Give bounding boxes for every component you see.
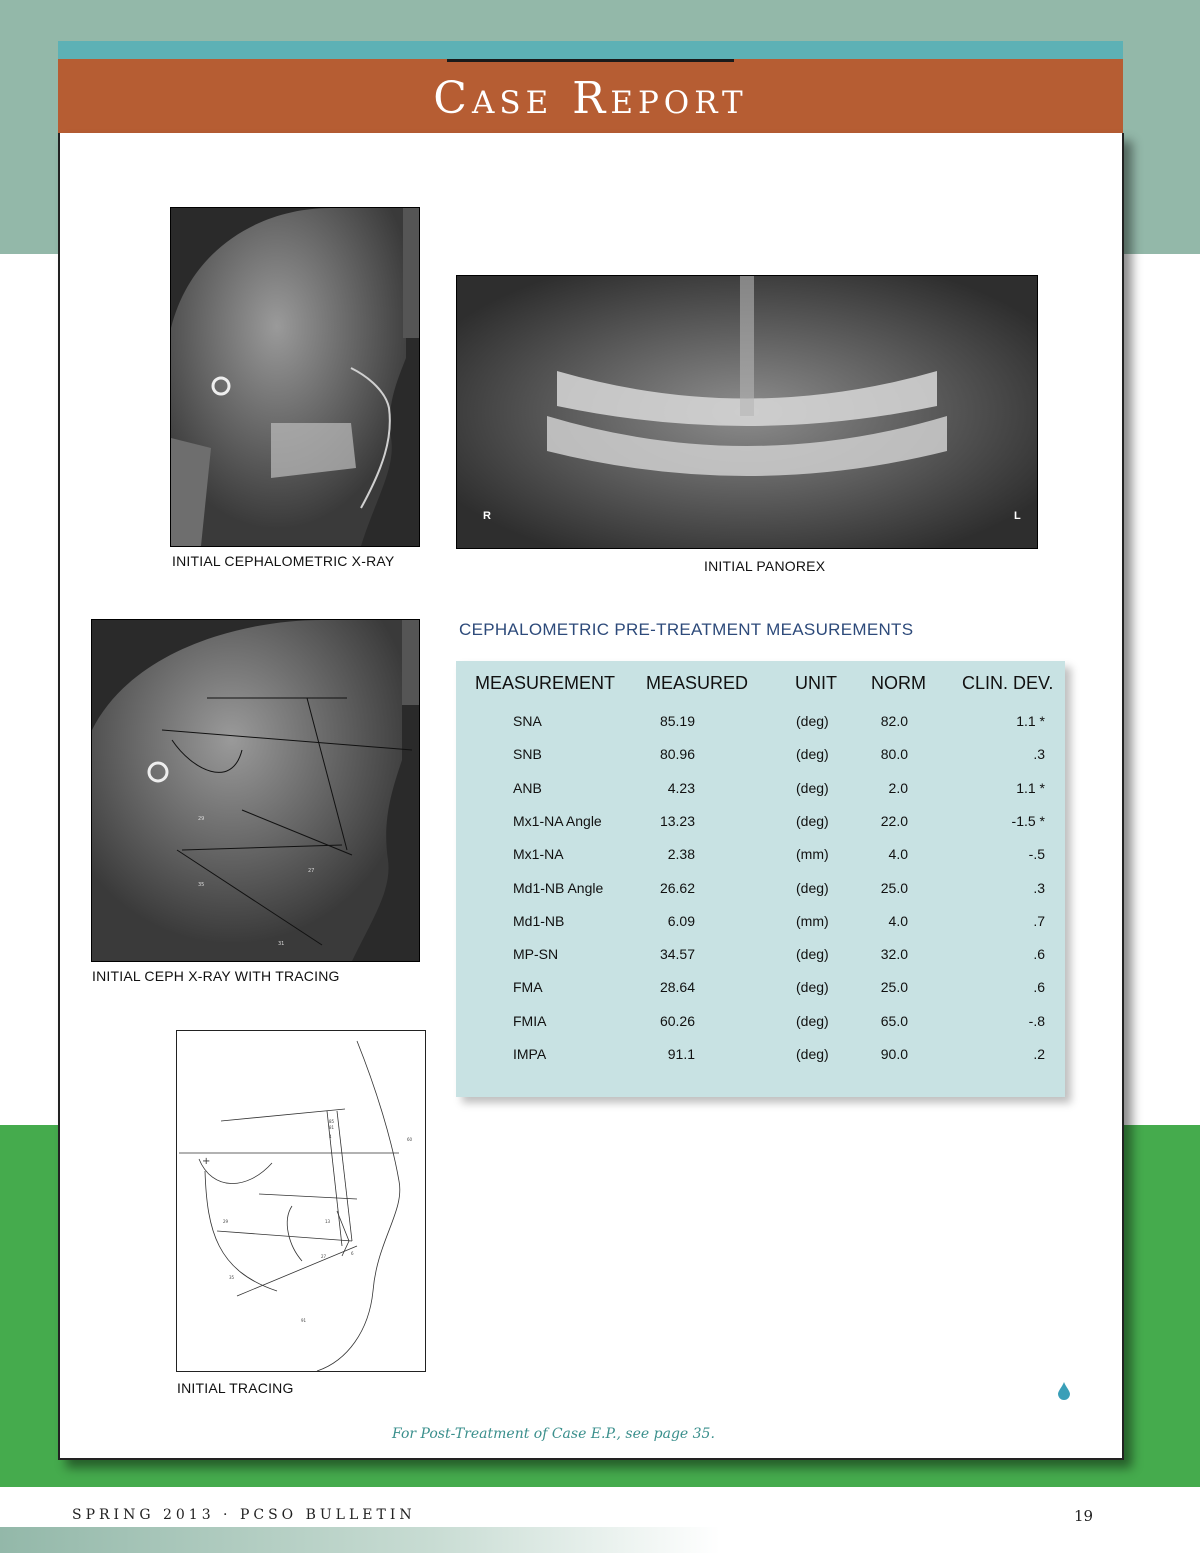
water-drop-icon: [1057, 1382, 1071, 1400]
cell-measurement: SNA: [513, 713, 542, 729]
cell-measured: 34.57: [659, 946, 695, 963]
header-measured: MEASURED: [646, 673, 749, 693]
cell-measurement: Md1-NB: [513, 912, 565, 929]
cell-unit: (deg): [796, 1046, 829, 1062]
cell-measured: 2.38: [667, 846, 695, 863]
cell-dev: .6: [1033, 946, 1045, 963]
tracing-label: 13: [325, 1219, 331, 1224]
cell-norm: 65.0: [880, 1012, 908, 1029]
header-teal-band: [58, 41, 1123, 59]
cell-dev: -.5: [1028, 846, 1045, 863]
cell-measurement: IMPA: [513, 1046, 547, 1062]
cell-dev: 1.1 *: [1016, 713, 1045, 729]
cell-measured: 26.62: [659, 879, 695, 896]
cell-unit: (deg): [796, 812, 829, 829]
cell-unit: (deg): [796, 979, 829, 996]
header-measurement: MEASUREMENT: [475, 673, 616, 693]
cell-norm: 82.0: [880, 713, 908, 729]
cell-dev: .2: [1033, 1046, 1045, 1062]
page-title: Case Report: [433, 73, 748, 124]
tracing-label: 81: [329, 1125, 335, 1130]
title-rule: [447, 59, 734, 62]
cell-measured: 28.64: [659, 979, 695, 996]
tracing-label: 35: [229, 1275, 235, 1280]
cell-measurement: MP-SN: [513, 946, 559, 963]
cell-unit: (deg): [796, 946, 829, 963]
header-clin-dev: CLIN. DEV.: [962, 673, 1054, 693]
panorex-right-marker: R: [483, 510, 491, 522]
tracing-drawing: [176, 1030, 426, 1372]
cell-norm: 80.0: [880, 746, 908, 763]
tracing-label: 60: [407, 1137, 413, 1142]
cell-norm: 32.0: [880, 946, 908, 963]
ceph-xray-image: [170, 207, 420, 547]
tracing-label: 4: [329, 1134, 332, 1139]
tracing-label: 35: [198, 882, 205, 888]
cell-measured: 80.96: [659, 746, 695, 763]
cell-measured: 6.09: [667, 912, 695, 929]
footnote: For Post-Treatment of Case E.P., see page 35.: [392, 1426, 715, 1442]
tracing-label: 85: [329, 1119, 335, 1124]
cell-measurement: SNB: [513, 746, 542, 763]
measurements-table: [456, 661, 1065, 1097]
cell-norm: 25.0: [880, 879, 908, 896]
page-number: 19: [1074, 1507, 1094, 1525]
header-unit: UNIT: [795, 673, 837, 693]
cell-norm: 4.0: [888, 912, 908, 929]
cell-dev: .6: [1033, 979, 1045, 996]
cell-measurement: Mx1-NA: [513, 846, 564, 863]
cell-dev: .7: [1033, 912, 1045, 929]
cell-norm: 2.0: [888, 779, 908, 796]
footer-stripe: [0, 1527, 720, 1553]
tracing-label: 6: [351, 1251, 354, 1256]
header-norm: NORM: [871, 673, 926, 693]
header-banner: [58, 59, 1123, 133]
cell-dev: .3: [1033, 746, 1045, 763]
cell-unit: (deg): [796, 746, 829, 763]
cell-norm: 25.0: [880, 979, 908, 996]
ceph-xray-caption: INITIAL CEPHALOMETRIC X-RAY: [172, 553, 395, 569]
cell-unit: (mm): [796, 912, 829, 929]
cell-dev: -.8: [1028, 1012, 1045, 1029]
table-title: CEPHALOMETRIC PRE-TREATMENT MEASUREMENTS: [459, 620, 914, 639]
cell-dev: .3: [1033, 879, 1045, 896]
cell-unit: (mm): [796, 846, 829, 863]
footer-publication: SPRING 2013 · PCSO BULLETIN: [72, 1507, 416, 1523]
tracing-label: 91: [301, 1318, 307, 1323]
tracing-caption: INITIAL TRACING: [177, 1380, 294, 1396]
panorex-image: [456, 275, 1038, 549]
panorex-left-marker: L: [1014, 510, 1021, 522]
tracing-label: 29: [223, 1219, 229, 1224]
cell-measured: 91.1: [667, 1046, 695, 1062]
ceph-tracing-xray-image: [91, 619, 420, 962]
cell-dev: 1.1 *: [1016, 779, 1045, 796]
cell-norm: 90.0: [880, 1046, 908, 1062]
cell-measurement: Mx1-NA Angle: [513, 812, 602, 829]
cell-measurement: FMIA: [513, 1012, 547, 1029]
cell-measured: 13.23: [659, 812, 695, 829]
cell-measurement: Md1-NB Angle: [513, 879, 604, 896]
cell-norm: 22.0: [880, 812, 908, 829]
cell-unit: (deg): [796, 779, 829, 796]
svg-text:+: +: [202, 1156, 211, 1167]
cell-measurement: ANB: [513, 779, 542, 796]
cell-unit: (deg): [796, 713, 829, 729]
cell-measured: 4.23: [667, 779, 695, 796]
tracing-label: 27: [308, 868, 315, 874]
cell-unit: (deg): [796, 1012, 829, 1029]
tracing-label: 31: [278, 941, 285, 947]
cell-norm: 4.0: [888, 846, 908, 863]
cell-measurement: FMA: [513, 979, 543, 996]
cell-measured: 85.19: [659, 713, 695, 729]
tracing-label: 27: [321, 1254, 327, 1259]
cell-measured: 60.26: [659, 1012, 695, 1029]
ceph-tracing-xray-caption: INITIAL CEPH X-RAY WITH TRACING: [92, 968, 340, 984]
cell-dev: -1.5 *: [1011, 812, 1045, 829]
panorex-caption: INITIAL PANOREX: [704, 558, 826, 574]
tracing-label: 29: [198, 816, 205, 822]
cell-unit: (deg): [796, 879, 829, 896]
